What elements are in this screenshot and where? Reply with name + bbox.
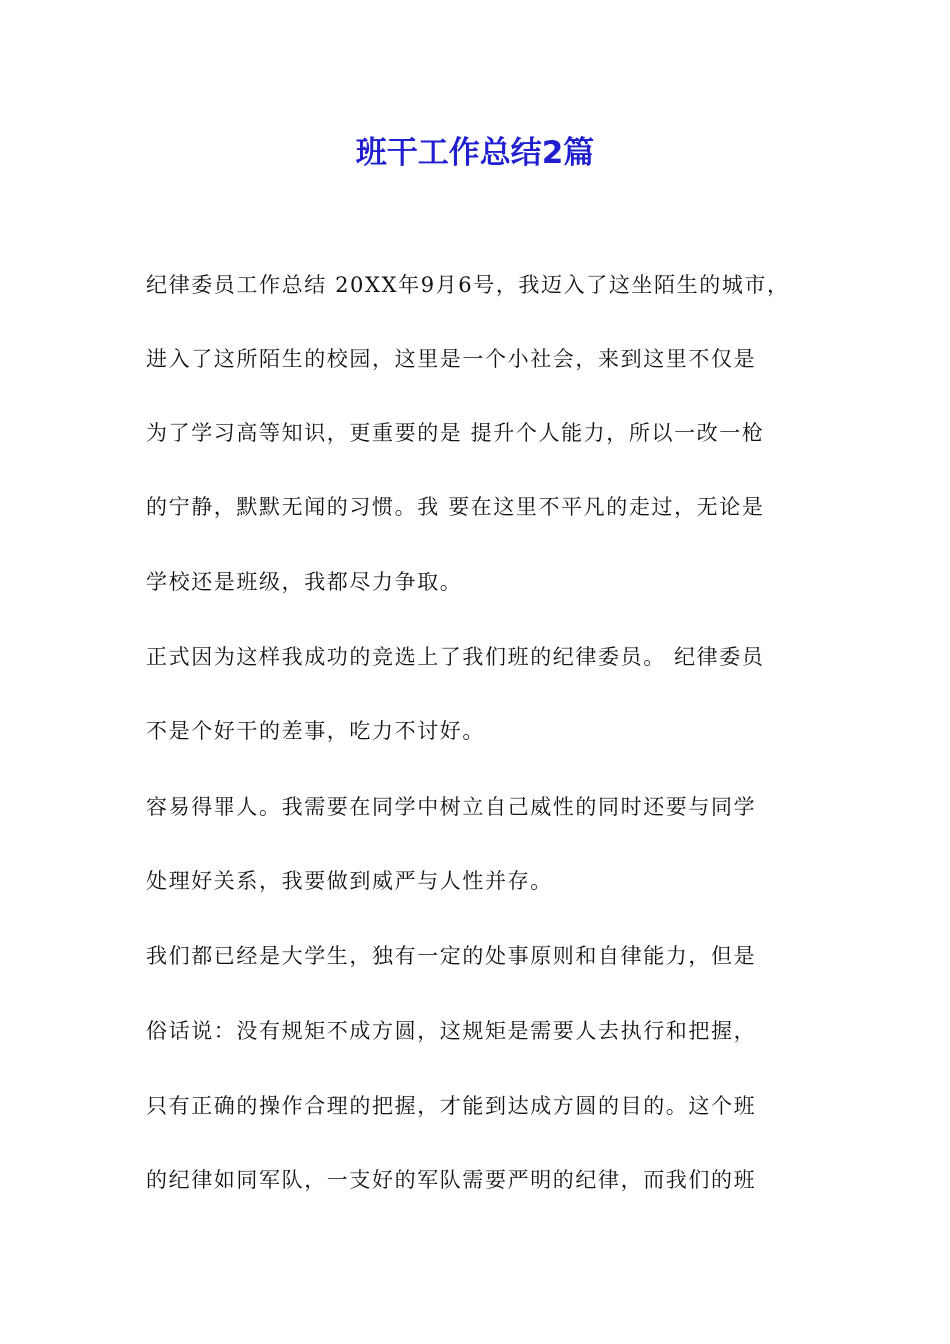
body-line: 容易得罪人。我需要在同学中树立自己威性的同时还要与同学 bbox=[146, 795, 757, 819]
body-line: 进入了这所陌生的校园，这里是一个小社会，来到这里不仅是 bbox=[146, 347, 757, 371]
body-line: 纪律委员工作总结 20XX年9月6号，我迈入了这坐陌生的城市， bbox=[146, 273, 790, 297]
body-line: 只有正确的操作合理的把握，才能到达成方圆的目的。这个班 bbox=[146, 1094, 757, 1118]
body-line: 为了学习高等知识，更重要的是 提升个人能力，所以一改一枪 bbox=[146, 421, 765, 445]
document-title: 班干工作总结2篇 bbox=[355, 135, 595, 171]
body-line: 处理好关系，我要做到威严与人性并存。 bbox=[146, 869, 553, 893]
body-line: 正式因为这样我成功的竞选上了我们班的纪律委员。 纪律委员 bbox=[146, 645, 765, 669]
body-line: 不是个好干的差事，吃力不讨好。 bbox=[146, 719, 485, 743]
body-line: 俗话说：没有规矩不成方圆，这规矩是需要人去执行和把握， bbox=[146, 1019, 757, 1043]
body-line: 学校还是班级，我都尽力争取。 bbox=[146, 570, 463, 594]
body-line: 的宁静，默默无闻的习惯。我 要在这里不平凡的走过，无论是 bbox=[146, 495, 765, 519]
body-line: 我们都已经是大学生，独有一定的处事原则和自律能力，但是 bbox=[146, 944, 757, 968]
body-line: 的纪律如同军队，一支好的军队需要严明的纪律，而我们的班 bbox=[146, 1168, 757, 1192]
